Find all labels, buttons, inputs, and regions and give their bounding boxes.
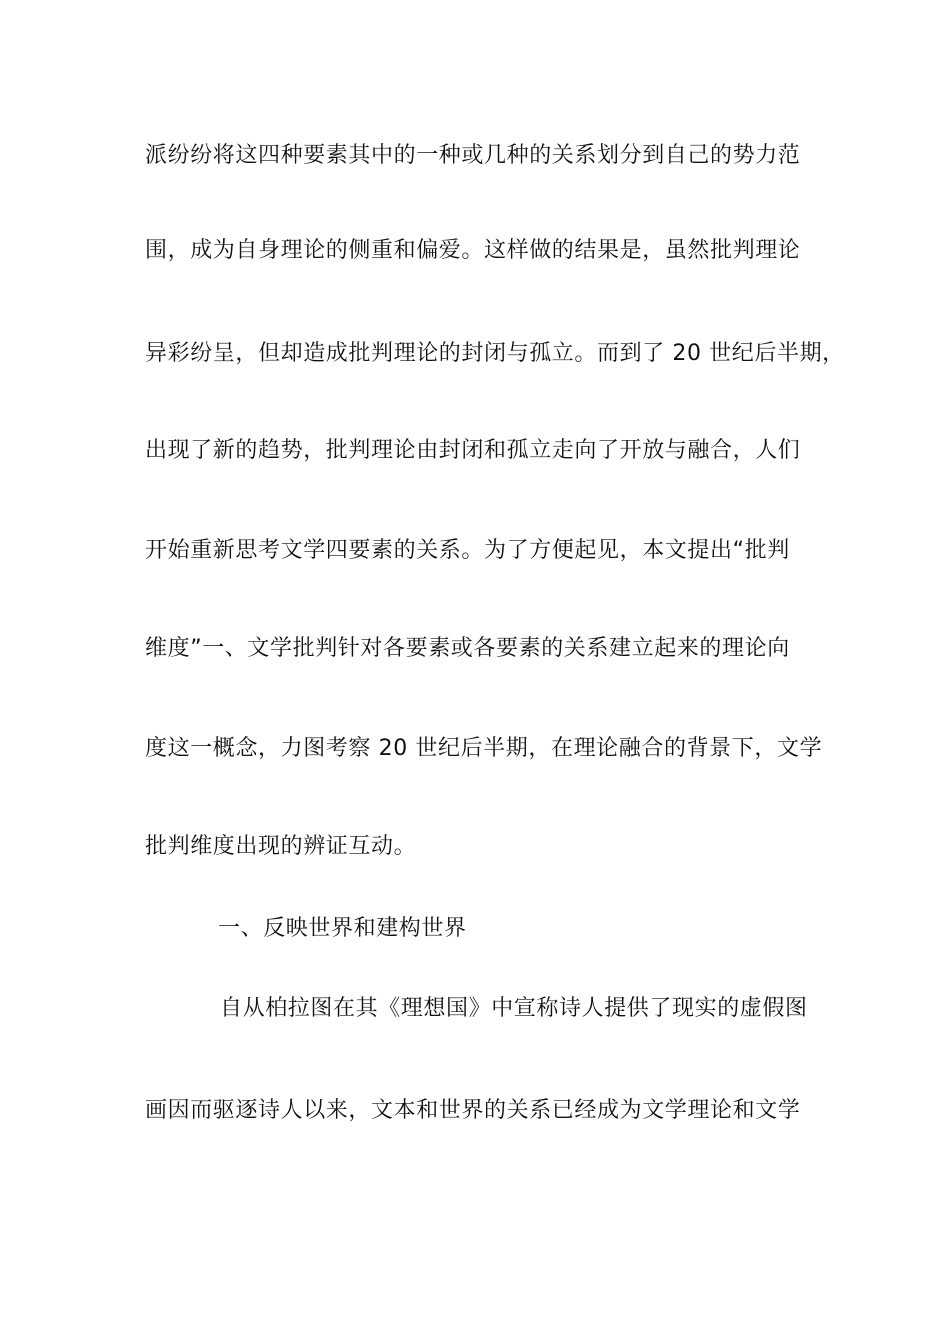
paragraph-1-line-1: 派纷纷将这四种要素其中的一种或几种的关系划分到自己的势力范: [145, 143, 801, 168]
section-heading: 一、反映世界和建构世界: [218, 916, 467, 941]
paragraph-1-line-2: 围，成为自身理论的侧重和偏爱。这样做的结果是，虽然批判理论: [145, 238, 801, 263]
paragraph-2-line-1: 自从柏拉图在其《理想国》中宣称诗人提供了现实的虚假图: [220, 996, 808, 1021]
paragraph-2-line-2: 画因而驱逐诗人以来，文本和世界的关系已经成为文学理论和文学: [145, 1098, 801, 1123]
paragraph-1-line-7: 度这一概念，力图考察 20 世纪后半期，在理论融合的背景下，文学: [145, 736, 823, 761]
paragraph-1-line-3: 异彩纷呈，但却造成批判理论的封闭与孤立。而到了 20 世纪后半期，: [145, 341, 845, 366]
paragraph-1-line-8: 批判维度出现的辨证互动。: [145, 834, 417, 859]
paragraph-1-line-4: 出现了新的趋势，批判理论由封闭和孤立走向了开放与融合，人们: [145, 438, 801, 463]
paragraph-1-line-5: 开始重新思考文学四要素的关系。为了方便起见，本文提出“批判: [145, 538, 790, 563]
paragraph-1-line-6: 维度”一、文学批判针对各要素或各要素的关系建立起来的理论向: [145, 636, 790, 661]
